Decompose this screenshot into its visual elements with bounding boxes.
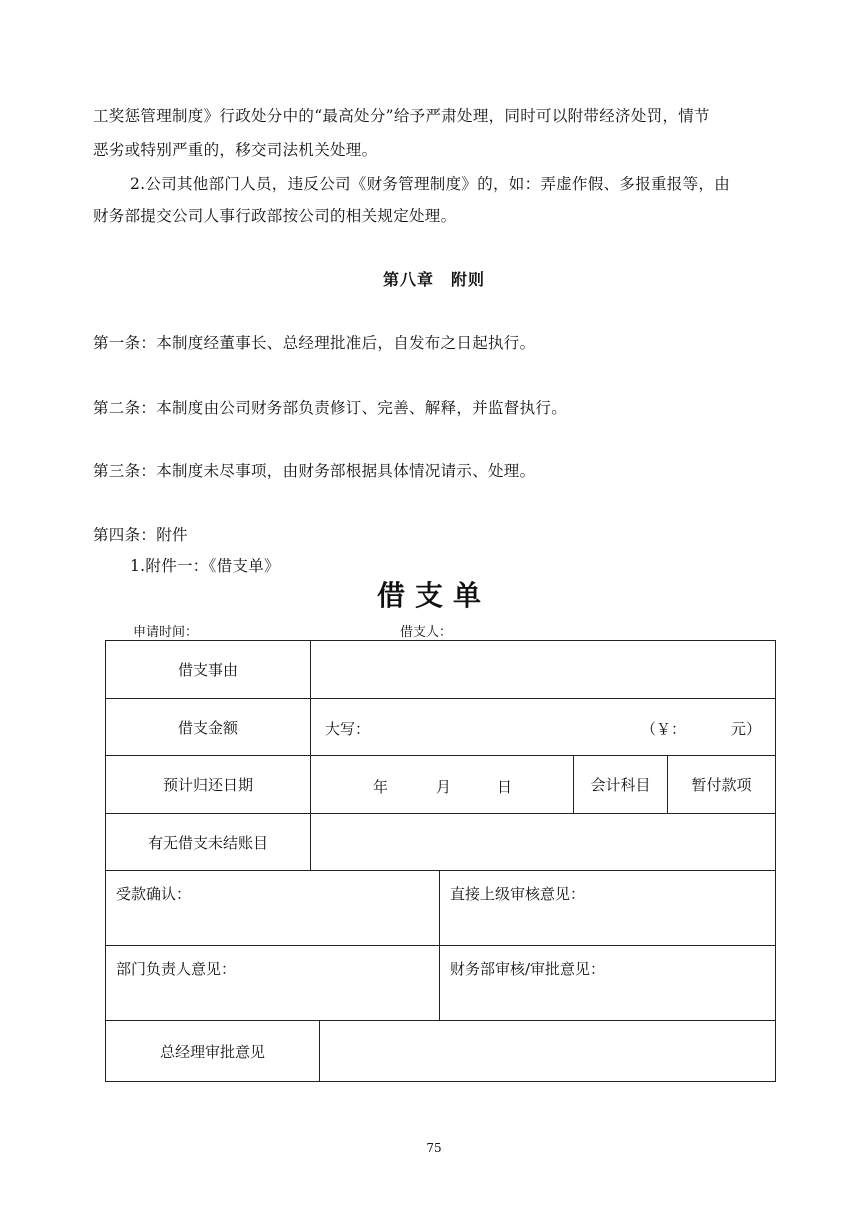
year-label: 年 (373, 778, 389, 796)
finance-review-cell[interactable] (439, 945, 776, 1021)
article-1: 第一条：本制度经董事长、总经理批准后，自发布之日起执行。 (93, 334, 536, 352)
gm-approval-label-cell (105, 1020, 320, 1082)
receipt-confirm-cell[interactable] (105, 870, 440, 946)
form-title: 借支单 (376, 579, 491, 612)
amount-label-cell (105, 698, 311, 756)
receipt-confirm-label: 受款确认： (116, 885, 192, 903)
account-subject-value-cell (667, 755, 776, 814)
finance-review-label: 财务部审核/审批意见： (450, 960, 606, 978)
paragraph-line-3: 2.公司其他部门人员，违反公司《财务管理制度》的，如：弄虚作假、多报重报等，由 (130, 175, 730, 193)
return-date-label-cell (105, 755, 311, 814)
apply-time-label: 申请时间： (133, 625, 199, 640)
article-3: 第三条：本制度未尽事项，由财务部根据具体情况请示、处理。 (93, 462, 536, 480)
gm-approval-label: 总经理审批意见 (159, 1042, 265, 1061)
reason-label-cell (105, 640, 311, 699)
account-subject-label: 会计科目 (590, 776, 651, 794)
amount-value-cell[interactable] (310, 698, 776, 756)
unsettled-label: 有无借支未结账目 (147, 833, 268, 852)
reason-value-cell[interactable] (310, 640, 776, 699)
article-2: 第二条：本制度由公司财务部负责修订、完善、解释，并监督执行。 (93, 399, 568, 417)
amount-yuan-label: 元） (731, 720, 762, 738)
day-label: 日 (497, 778, 513, 796)
dept-head-label: 部门负责人意见： (116, 960, 237, 978)
dept-head-cell[interactable] (105, 945, 440, 1021)
return-date-label: 预计归还日期 (162, 776, 253, 794)
month-label: 月 (436, 778, 452, 796)
supervisor-review-label: 直接上级审核意见： (450, 885, 586, 903)
amount-words-label: 大写： (325, 720, 371, 738)
paragraph-line-4: 财务部提交公司人事行政部按公司的相关规定处理。 (93, 207, 457, 225)
unsettled-value-cell[interactable] (310, 813, 776, 871)
page-number: 75 (426, 1141, 442, 1155)
account-subject-label-cell (573, 755, 668, 814)
account-subject-value: 暂付款项 (691, 776, 752, 794)
amount-yen-label: （￥： (641, 720, 687, 738)
gm-approval-value-cell[interactable] (319, 1020, 776, 1082)
chapter-title: 第八章 附则 (382, 270, 485, 289)
supervisor-review-cell[interactable] (439, 870, 776, 946)
paragraph-line-1: 工奖惩管理制度》行政处分中的“最高处分”给予严肃处理，同时可以附带经济处罚，情节 (93, 107, 710, 125)
paragraph-line-2: 恶劣或特别严重的，移交司法机关处理。 (93, 141, 378, 159)
article-4: 第四条：附件 (93, 526, 188, 544)
attachment-line: 1.附件一：《借支单》 (130, 557, 280, 575)
amount-label: 借支金额 (177, 718, 238, 737)
return-date-value-cell[interactable] (310, 755, 574, 814)
borrower-label: 借支人： (400, 625, 453, 640)
unsettled-label-cell (105, 813, 311, 871)
reason-label: 借支事由 (177, 661, 238, 679)
